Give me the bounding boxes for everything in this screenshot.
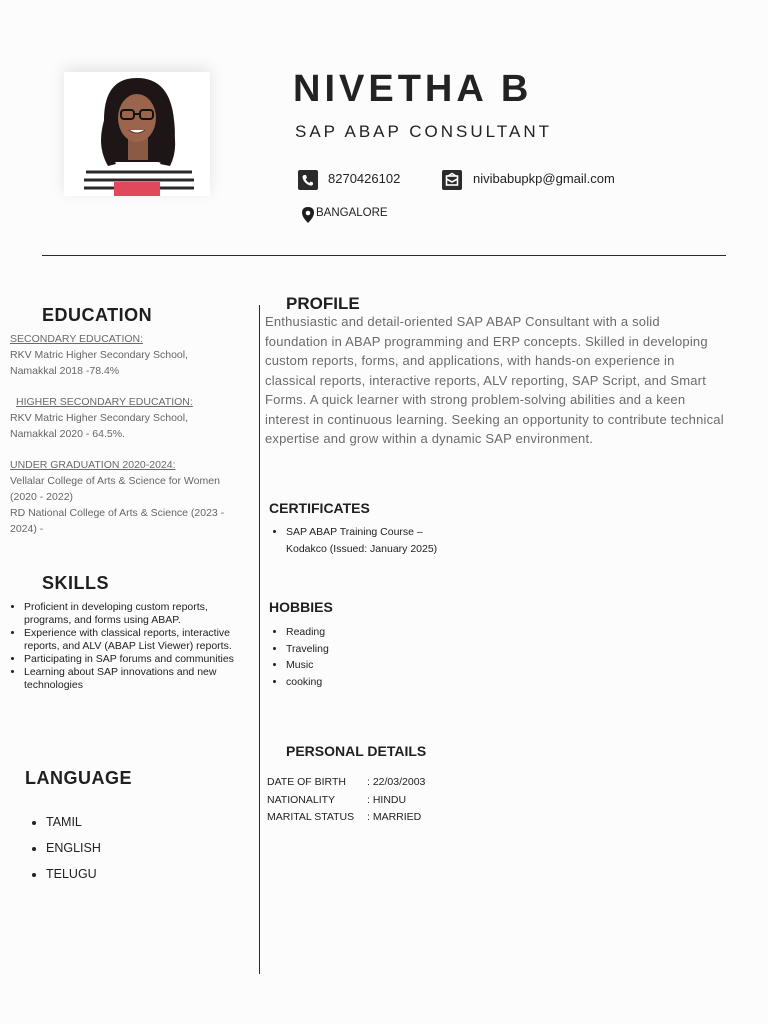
location: BANGALORE: [316, 207, 388, 219]
hobbies-list: [272, 624, 472, 690]
list-item: • Music: [286, 657, 472, 674]
skills-list: [10, 601, 240, 692]
higher-secondary-school: RKV Matric Higher Secondary School,: [10, 412, 188, 424]
language-heading: LANGUAGE: [25, 768, 132, 788]
list-item: • Experience with classical reports, interactive reports, and ALV (ABAP List Viewer) reports.: [24, 627, 240, 653]
list-item: • SAP ABAP Training Course – Kodakco (Issued: January 2025): [286, 524, 457, 557]
list-item: • TAMIL: [46, 809, 232, 835]
secondary-education-title: SECONDARY EDUCATION:: [10, 333, 144, 345]
nationality-row: [267, 794, 527, 812]
dob-value: : 22/03/2003: [367, 776, 426, 788]
personal-details-heading: PERSONAL DETAILS: [286, 743, 427, 759]
header-divider: [42, 255, 726, 256]
secondary-details: Namakkal 2018 -78.4%: [10, 365, 120, 377]
mail-icon: [442, 170, 462, 190]
marital-row: [267, 811, 527, 829]
list-item: • Participating in SAP forums and communities: [24, 653, 240, 666]
email-address[interactable]: nivibabupkp@gmail.com: [473, 171, 615, 186]
higher-secondary-title: HIGHER SECONDARY EDUCATION:: [16, 396, 193, 408]
dob-row: [267, 776, 527, 794]
profile-heading: PROFILE: [286, 294, 360, 313]
language-list: [32, 809, 232, 887]
marital-label: MARITAL STATUS: [267, 811, 355, 823]
phone-icon: [298, 170, 318, 190]
nationality-label: NATIONALITY: [267, 793, 336, 806]
skills-heading: SKILLS: [42, 573, 110, 593]
marital-value: : MARRIED: [367, 811, 422, 823]
ug-college-2-years: 2024) -: [10, 523, 44, 535]
column-divider: [259, 305, 260, 974]
list-item: • cooking: [286, 674, 472, 691]
list-item: • Proficient in developing custom reports, programs, and forms using ABAP.: [24, 601, 240, 627]
hobbies-heading: HOBBIES: [269, 599, 333, 615]
ug-college-1: Vellalar College of Arts & Science for Women: [10, 475, 220, 487]
candidate-name: NIVETHA B: [293, 68, 533, 110]
undergraduation-title: UNDER GRADUATION 2020-2024:: [10, 459, 176, 471]
education-section: [10, 331, 255, 537]
dob-label: DATE OF BIRTH: [267, 776, 346, 788]
certificates-list: [272, 524, 457, 557]
location-pin-icon: [300, 206, 316, 224]
phone-number[interactable]: 8270426102: [328, 171, 401, 186]
higher-secondary-details: Namakkal 2020 - 64.5%.: [10, 428, 125, 440]
personal-details: [267, 776, 527, 829]
list-item: • Learning about SAP innovations and new technologies: [24, 666, 240, 692]
list-item: • ENGLISH: [46, 835, 232, 861]
secondary-school: RKV Matric Higher Secondary School,: [10, 349, 188, 361]
education-heading: EDUCATION: [42, 305, 153, 325]
profile-summary: Enthusiastic and detail-oriented SAP ABAP Consultant with a solid foundation in ABAP programming and ERP concepts. Skilled in developing custom reports, forms, and applications, with hands-on experience in classical reports, interactive reports, ALV reporting, SAP Script, and Smart Forms. A quick learner with strong problem-solving abilities and a keen interest in continuous learning. Seeking an opportunity to contribute technical expertise and grow within a dynamic SAP environment.: [265, 314, 724, 446]
job-title: SAP ABAP CONSULTANT: [295, 122, 552, 141]
ug-college-2: RD National College of Arts & Science (2023 -: [10, 507, 225, 519]
list-item: • TELUGU: [46, 861, 232, 887]
profile-photo: [64, 72, 210, 196]
list-item: • Traveling: [286, 641, 472, 658]
ug-college-1-years: (2020 - 2022): [10, 491, 74, 503]
certificates-heading: CERTIFICATES: [269, 500, 370, 516]
nationality-value: : HINDU: [367, 793, 407, 806]
list-item: • Reading: [286, 624, 472, 641]
